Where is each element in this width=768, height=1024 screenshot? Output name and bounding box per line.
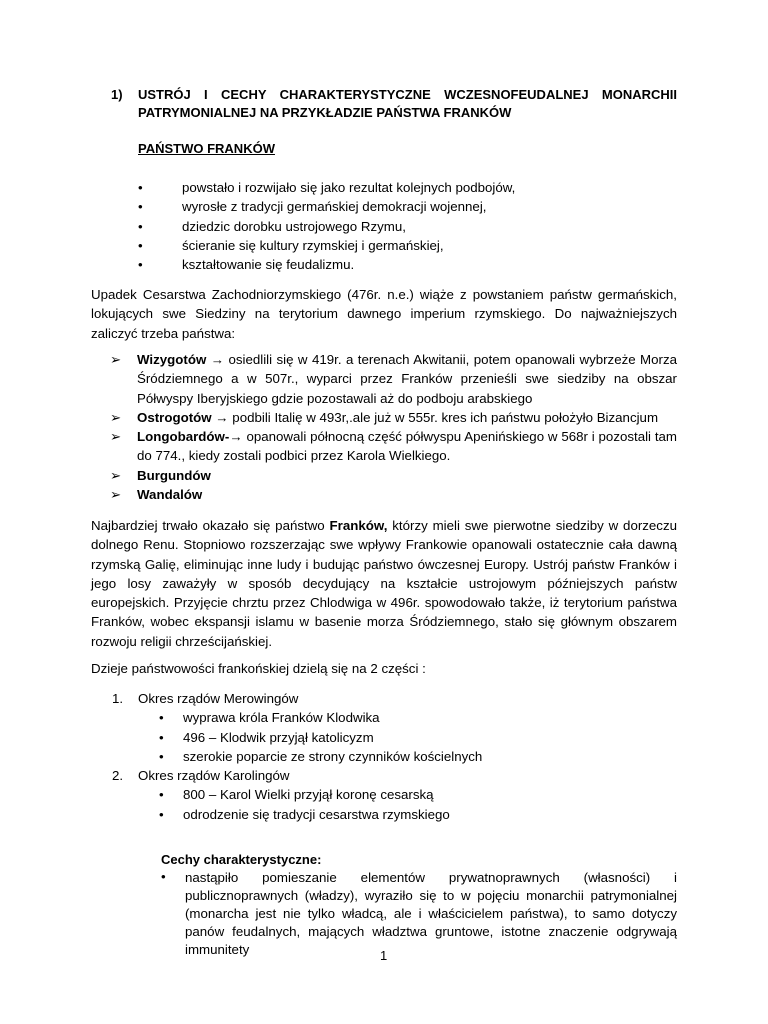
heading-number: 1) <box>111 87 123 102</box>
bullet-icon: • <box>159 806 164 822</box>
bullet-icon: • <box>159 787 164 803</box>
list-item: • 496 – Klodwik przyjął katolicyzm <box>112 728 612 747</box>
list-item: • szerokie poparcie ze strony czynników kościelnych <box>112 747 612 766</box>
paragraph-periods-intro: Dzieje państwowości frankońskiej dzielą się na 2 części : <box>91 661 426 676</box>
list-item: • wyprawa króla Franków Klodwika <box>112 708 612 727</box>
period-item: 1. Okres rządów Merowingów <box>112 691 299 706</box>
intro-bullet-list <box>138 178 638 274</box>
list-item: • wyrosłe z tradycji germańskiej demokracji wojennej, <box>138 197 638 216</box>
heading-line-1: USTRÓJ I CECHY CHARAKTERYSTYCZNE WCZESNOFEUDALNEJ MONARCHII <box>138 87 677 102</box>
list-item: ➢ Wandalów <box>110 485 677 504</box>
page-number: 1 <box>380 948 388 963</box>
list-item: • odrodzenie się tradycji cesarstwa rzymskiego <box>112 805 612 824</box>
bullet-icon: • <box>138 237 143 253</box>
section-heading <box>91 86 677 122</box>
bullet-icon: • <box>159 710 164 726</box>
paragraph-franks: Najbardziej trwało okazało się państwo Franków, którzy mieli swe pierwotne siedziby w dorzeczu dolnego Renu. Stopniowo rozszerzając swe wpływy Frankowie opanowali ostatecznie cała dawną rzymską Galię, eliminując inne ludy i budując państwo ówczesnej Europy. Ustrój państw Franków i jego losy zaważyły w sposób decydujący na kształcie ustrojowym późniejszych państw europejskich. Przyjęcie chrztu przez Chlodwiga w 496r. spowodowało także, iż terytorium państwa Franków, wobec ekspansji islamu w basenie morza Śródziemnego, stało się głównym obszarem rozwoju religii chrześcijańskiej. <box>91 518 678 649</box>
list-item: ➢ Longobardów-→ opanowali północną część półwyspu Apenińskiego w 568r i pozostali tam do 774., kiedy zostali podbici przez Karola Wielkiego. <box>110 429 677 464</box>
list-item: • 800 – Karol Wielki przyjął koronę cesarską <box>112 785 612 804</box>
period-item: 2. Okres rządów Karolingów <box>112 768 290 784</box>
list-item: nastąpiło pomieszanie elementów prywatnoprawnych (własności) i publicznoprawnych (władzy), wyraziło się to w pojęciu monarchii patrymonialnej (monarcha jest nie tylko władcą, ale i właścicielem państwa), to samo dotyczy panów feudalnych, mających władztwa gruntowe, istotne znaczenie odgrywają immunitety <box>185 870 677 957</box>
arrow-bullet-icon: ➢ <box>110 487 122 503</box>
arrow-bullet-icon: ➢ <box>110 429 122 445</box>
arrow-bullet-icon: ➢ <box>110 409 122 425</box>
bullet-icon: • <box>159 729 164 745</box>
bullet-icon: • <box>138 199 143 215</box>
features-heading: Cechy charakterystyczne: <box>161 852 322 867</box>
list-item: • ścieranie się kultury rzymskiej i germańskiej, <box>138 236 638 255</box>
list-item: ➢ Ostrogotów → podbili Italię w 493r,.ale już w 555r. kres ich państwu położyło Bizancjum <box>110 408 677 427</box>
bullet-icon: • <box>161 869 166 884</box>
list-item: • kształtowanie się feudalizmu. <box>138 255 638 274</box>
arrow-bullet-icon: ➢ <box>110 352 122 367</box>
bullet-icon: • <box>138 180 143 195</box>
list-item: • dziedzic dorobku ustrojowego Rzymu, <box>138 217 638 236</box>
bullet-icon: • <box>159 748 164 764</box>
heading-line-2: PATRYMONIALNEJ NA PRZYKŁADZIE PAŃSTWA FRANKÓW <box>138 105 512 120</box>
bullet-icon: • <box>138 257 143 273</box>
subheading: PAŃSTWO FRANKÓW <box>138 141 275 156</box>
list-item: • powstało i rozwijało się jako rezultat kolejnych podbojów, <box>138 178 638 197</box>
arrow-bullet-icon: ➢ <box>110 467 122 483</box>
paragraph-intro: Upadek Cesarstwa Zachodniorzymskiego (476r. n.e.) wiąże z powstaniem państw germańskich, lokujących swe Siedziny na terytorium dawnego imperium rzymskiego. Do najważniejszych zaliczyć trzeba państwa: <box>91 287 677 341</box>
list-item: ➢ Wizygotów → osiedlili się w 419r. a terenach Akwitanii, potem opanowali wybrzeże Morza Śródziemnego a w 507r., wyparci przez Franków przenieśli swe siedziby na obszar Półwyspy Iberyjskiego gdzie pozostawali aż do podboju arabskiego <box>110 352 677 406</box>
germanic-states-list <box>110 350 677 504</box>
features-list <box>161 869 677 959</box>
list-item: ➢ Burgundów <box>110 466 677 485</box>
periods-list <box>112 689 612 824</box>
bullet-icon: • <box>138 218 143 234</box>
